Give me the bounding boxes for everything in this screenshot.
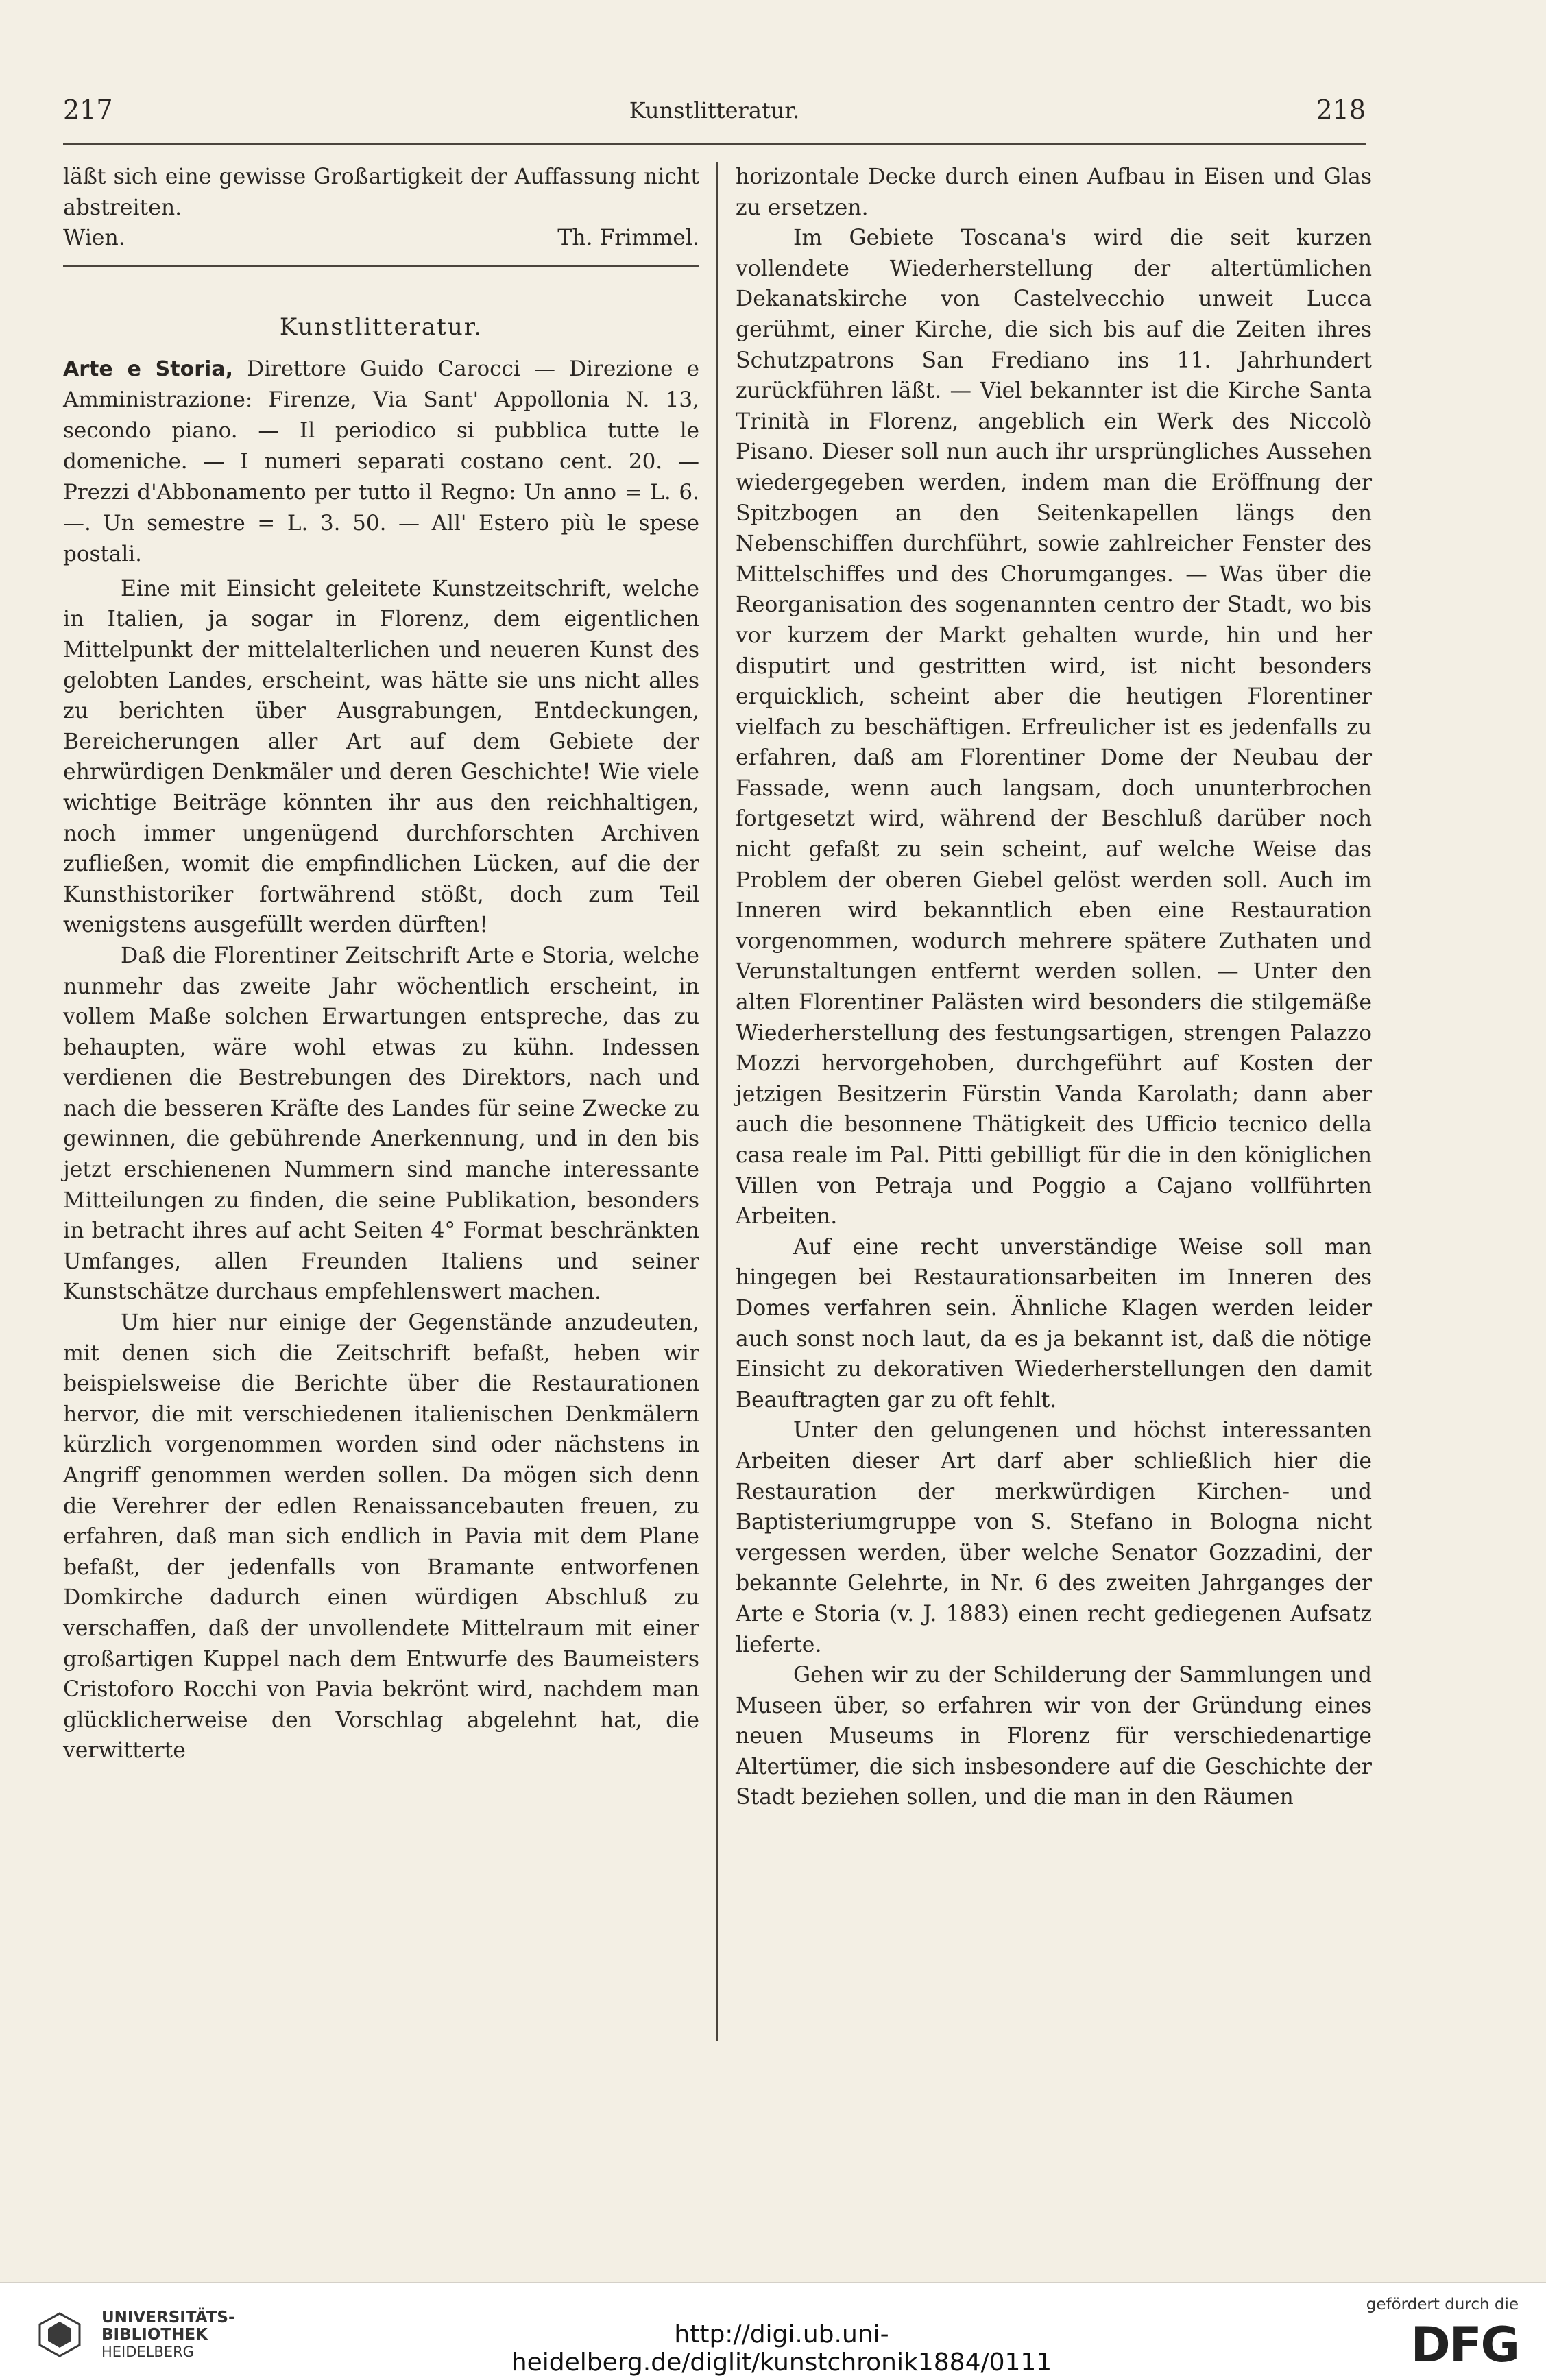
continuation-text: läßt sich eine gewisse Großartigkeit der Auffassung nicht abstreiten. <box>63 165 699 220</box>
paragraph: horizontale Decke durch einen Aufbau in Eisen und Glas zu ersetzen. <box>736 165 1372 220</box>
reference-details: Direttore Guido Carocci — Direzione e Amministrazione: Firenze, Via Sant' Appollonia N. 13, secondo piano. — Il periodico si pubblica tutte le domeniche. — I numeri separati costano cent. 20. — Prezzi d'Abbonamento per tutto il Regno: Un anno = L. 6. —. Un semestre = L. 3. 50. — All' Estero più le spese postali. <box>63 356 699 566</box>
library-name: UNIVERSITÄTS- BIBLIOTHEK HEIDELBERG <box>101 2309 235 2360</box>
paragraph: Um hier nur einige der Gegenstände anzudeuten, mit denen sich die Zeitschrift befaßt, heben wir beispielsweise die Berichte über die Restaurationen hervor, die mit verschiedenen italienischen Denkmälern kürzlich vorgenommen worden sind oder nächstens in Angriff genommen werden sollen. Da mögen sich denn die Verehrer der edlen Renaissancebauten freuen, zu erfahren, daß man sich endlich in Pavia mit dem Plane befaßt, der jedenfalls von Bramante entworfenen Domkirche dadurch einen würdigen Abschluß zu verschaffen, daß der unvollendete Mittelraum mit einer großartigen Kuppel nach dem Entwurfe des Baumeisters Cristoforo Rocchi von Pavia bekrönt wird, nachdem man glücklicherweise den Vorschlag abgelehnt hat, die verwitterte <box>63 1310 699 1764</box>
permalink-url[interactable]: http://digi.ub.uni-heidelberg.de/diglit/kunstchronik1884/0111 <box>511 2320 1052 2377</box>
page-header <box>63 82 1366 137</box>
footer-bar <box>0 2282 1546 2380</box>
section-title: Kunstlitteratur. <box>279 313 483 341</box>
paragraph: Eine mit Einsicht geleitete Kunstzeitschrift, welche in Italien, ja sogar in Florenz, dem eigentlichen Mittelpunkt der mittelalterlichen und neueren Kunst des gelobten Landes, erscheint, was hätte sie uns nicht alles zu berichten über Ausgrabungen, Entdeckungen, Bereicherungen aller Art auf dem Gebiete der ehrwürdigen Denkmäler und deren Geschichte! Wie viele wichtige Beiträge könnten ihr aus den reichhaltigen, noch immer ungenügend durchforschten Archiven zufließen, womit die empfindlichen Lücken, auf die der Kunsthistoriker fortwährend stößt, doch zum Teil wenigstens ausgefüllt werden dürften! <box>63 576 699 938</box>
running-title: Kunstlitteratur. <box>629 97 800 123</box>
column-divider <box>716 162 718 2041</box>
paragraph: Auf eine recht unverständige Weise soll man hingegen bei Restaurationsarbeiten im Inneren des Domes verfahren sein. Ähnliche Klagen werden leider auch sonst noch laut, da es ja bekannt ist, daß die nötige Einsicht zu dekorativen Wiederherstellungen den damit Beauftragten gar zu oft fehlt. <box>736 1234 1372 1413</box>
right-column <box>736 162 1372 1813</box>
funding-note: gefördert durch die <box>1366 2296 1519 2313</box>
paragraph: Im Gebiete Toscana's wird die seit kurzen vollendete Wiederherstellung der altertümlichen Dekanatskirche von Castelvecchio unweit Lucca gerühmt, einer Kirche, die sich bis auf die Zeiten ihres Schutzpatrons San Frediano ins 11. Jahrhundert zurückführen läßt. — Viel bekannter ist die Kirche Santa Trinità in Florenz, angeblich ein Werk des Niccolò Pisano. Dieser soll nun auch ihr ursprüngliches Aussehen wiedergegeben werden, indem man die Eröffnung der Spitzbogen an den Seitenkapellen längs den Nebenschiffen durchführt, sowie zahlreicher Fenster des Mittelschiffes und des Chorumganges. — Was über die Reorganisation des sogenannten centro der Stadt, wo bis vor kurzem der Markt gehalten wurde, hin und her disputirt und gestritten wird, ist nicht besonders erquicklich, scheint aber die heutigen Florentiner vielfach zu beschäftigen. Erfreulicher ist es jedenfalls zu erfahren, daß am Florentiner Dome der Neubau der Fassade, wenn auch langsam, doch ununterbrochen fortgesetzt wird, während der Beschluß darüber noch nicht gefaßt zu sein scheint, auf welche Weise das Problem der oberen Giebel gelöst werden soll. Auch im Inneren wird bekanntlich eben eine Restauration vorgenommen, wodurch mehrere spätere Zuthaten und Verunstaltungen entfernt werden sollen. — Unter den alten Florentiner Palästen wird besonders die stilgemäße Wiederherstellung des festungsartigen, strengen Palazzo Mozzi hervorgehoben, durchgeführt auf Kosten der jetzigen Besitzerin Fürstin Vanda Karolath; dann aber auch die besonnene Thätigkeit des Ufficio tecnico della casa reale im Pal. Pitti gebilligt für die in den königlichen Villen von Petraja und Poggio a Cajano vollführten Arbeiten. <box>736 226 1372 1229</box>
section-separator <box>63 265 699 267</box>
signature-city: Wien. <box>63 226 125 251</box>
page-number-right: 218 <box>1316 95 1366 125</box>
bibliographic-reference <box>63 354 699 570</box>
paragraph: Gehen wir zu der Schilderung der Sammlungen und Museen über, so erfahren wir von der Gründung eines neuen Museums in Florenz für verschiedenartige Altertümer, die sich insbesondere auf die Geschichte der Stadt beziehen sollen, und die man in den Räumen <box>736 1663 1372 1810</box>
signature <box>63 223 699 254</box>
paragraph: Unter den gelungenen und höchst interessanten Arbeiten dieser Art darf aber schließlich hier die Restauration der merkwürdigen Kirchen- und Baptisteriumgruppe von S. Stefano in Bologna nicht vergessen werden, über welche Senator Gozzadini, der bekannte Gelehrte, in Nr. 6 des zweiten Jahrganges der Arte e Storia (v. J. 1883) einen recht gediegenen Aufsatz lieferte. <box>736 1418 1372 1657</box>
page-number-left: 217 <box>63 95 113 125</box>
dfg-logo: DFG <box>1410 2317 1519 2373</box>
signature-author: Th. Frimmel. <box>557 226 699 251</box>
header-rule <box>63 143 1366 145</box>
library-logo <box>36 2311 84 2359</box>
left-column <box>63 162 699 1766</box>
reference-title: Arte e Storia, <box>63 357 233 381</box>
paragraph: Daß die Florentiner Zeitschrift Arte e Storia, welche nunmehr das zweite Jahr wöchentlich erscheint, in vollem Maße solchen Erwartungen entspreche, das zu behaupten, wäre wohl etwas zu kühn. Indessen verdienen die Bestrebungen des Direktors, nach und nach die besseren Kräfte des Landes für seine Zwecke zu gewinnen, die gebührende Anerkennung, und in den bis jetzt erschienenen Nummern sind manche interessante Mitteilungen zu finden, die seine Publikation, besonders in betracht ihres auf acht Seiten 4° Format beschränkten Umfanges, allen Freunden Italiens und seiner Kunstschätze durchaus empfehlenswert machen. <box>63 943 699 1305</box>
